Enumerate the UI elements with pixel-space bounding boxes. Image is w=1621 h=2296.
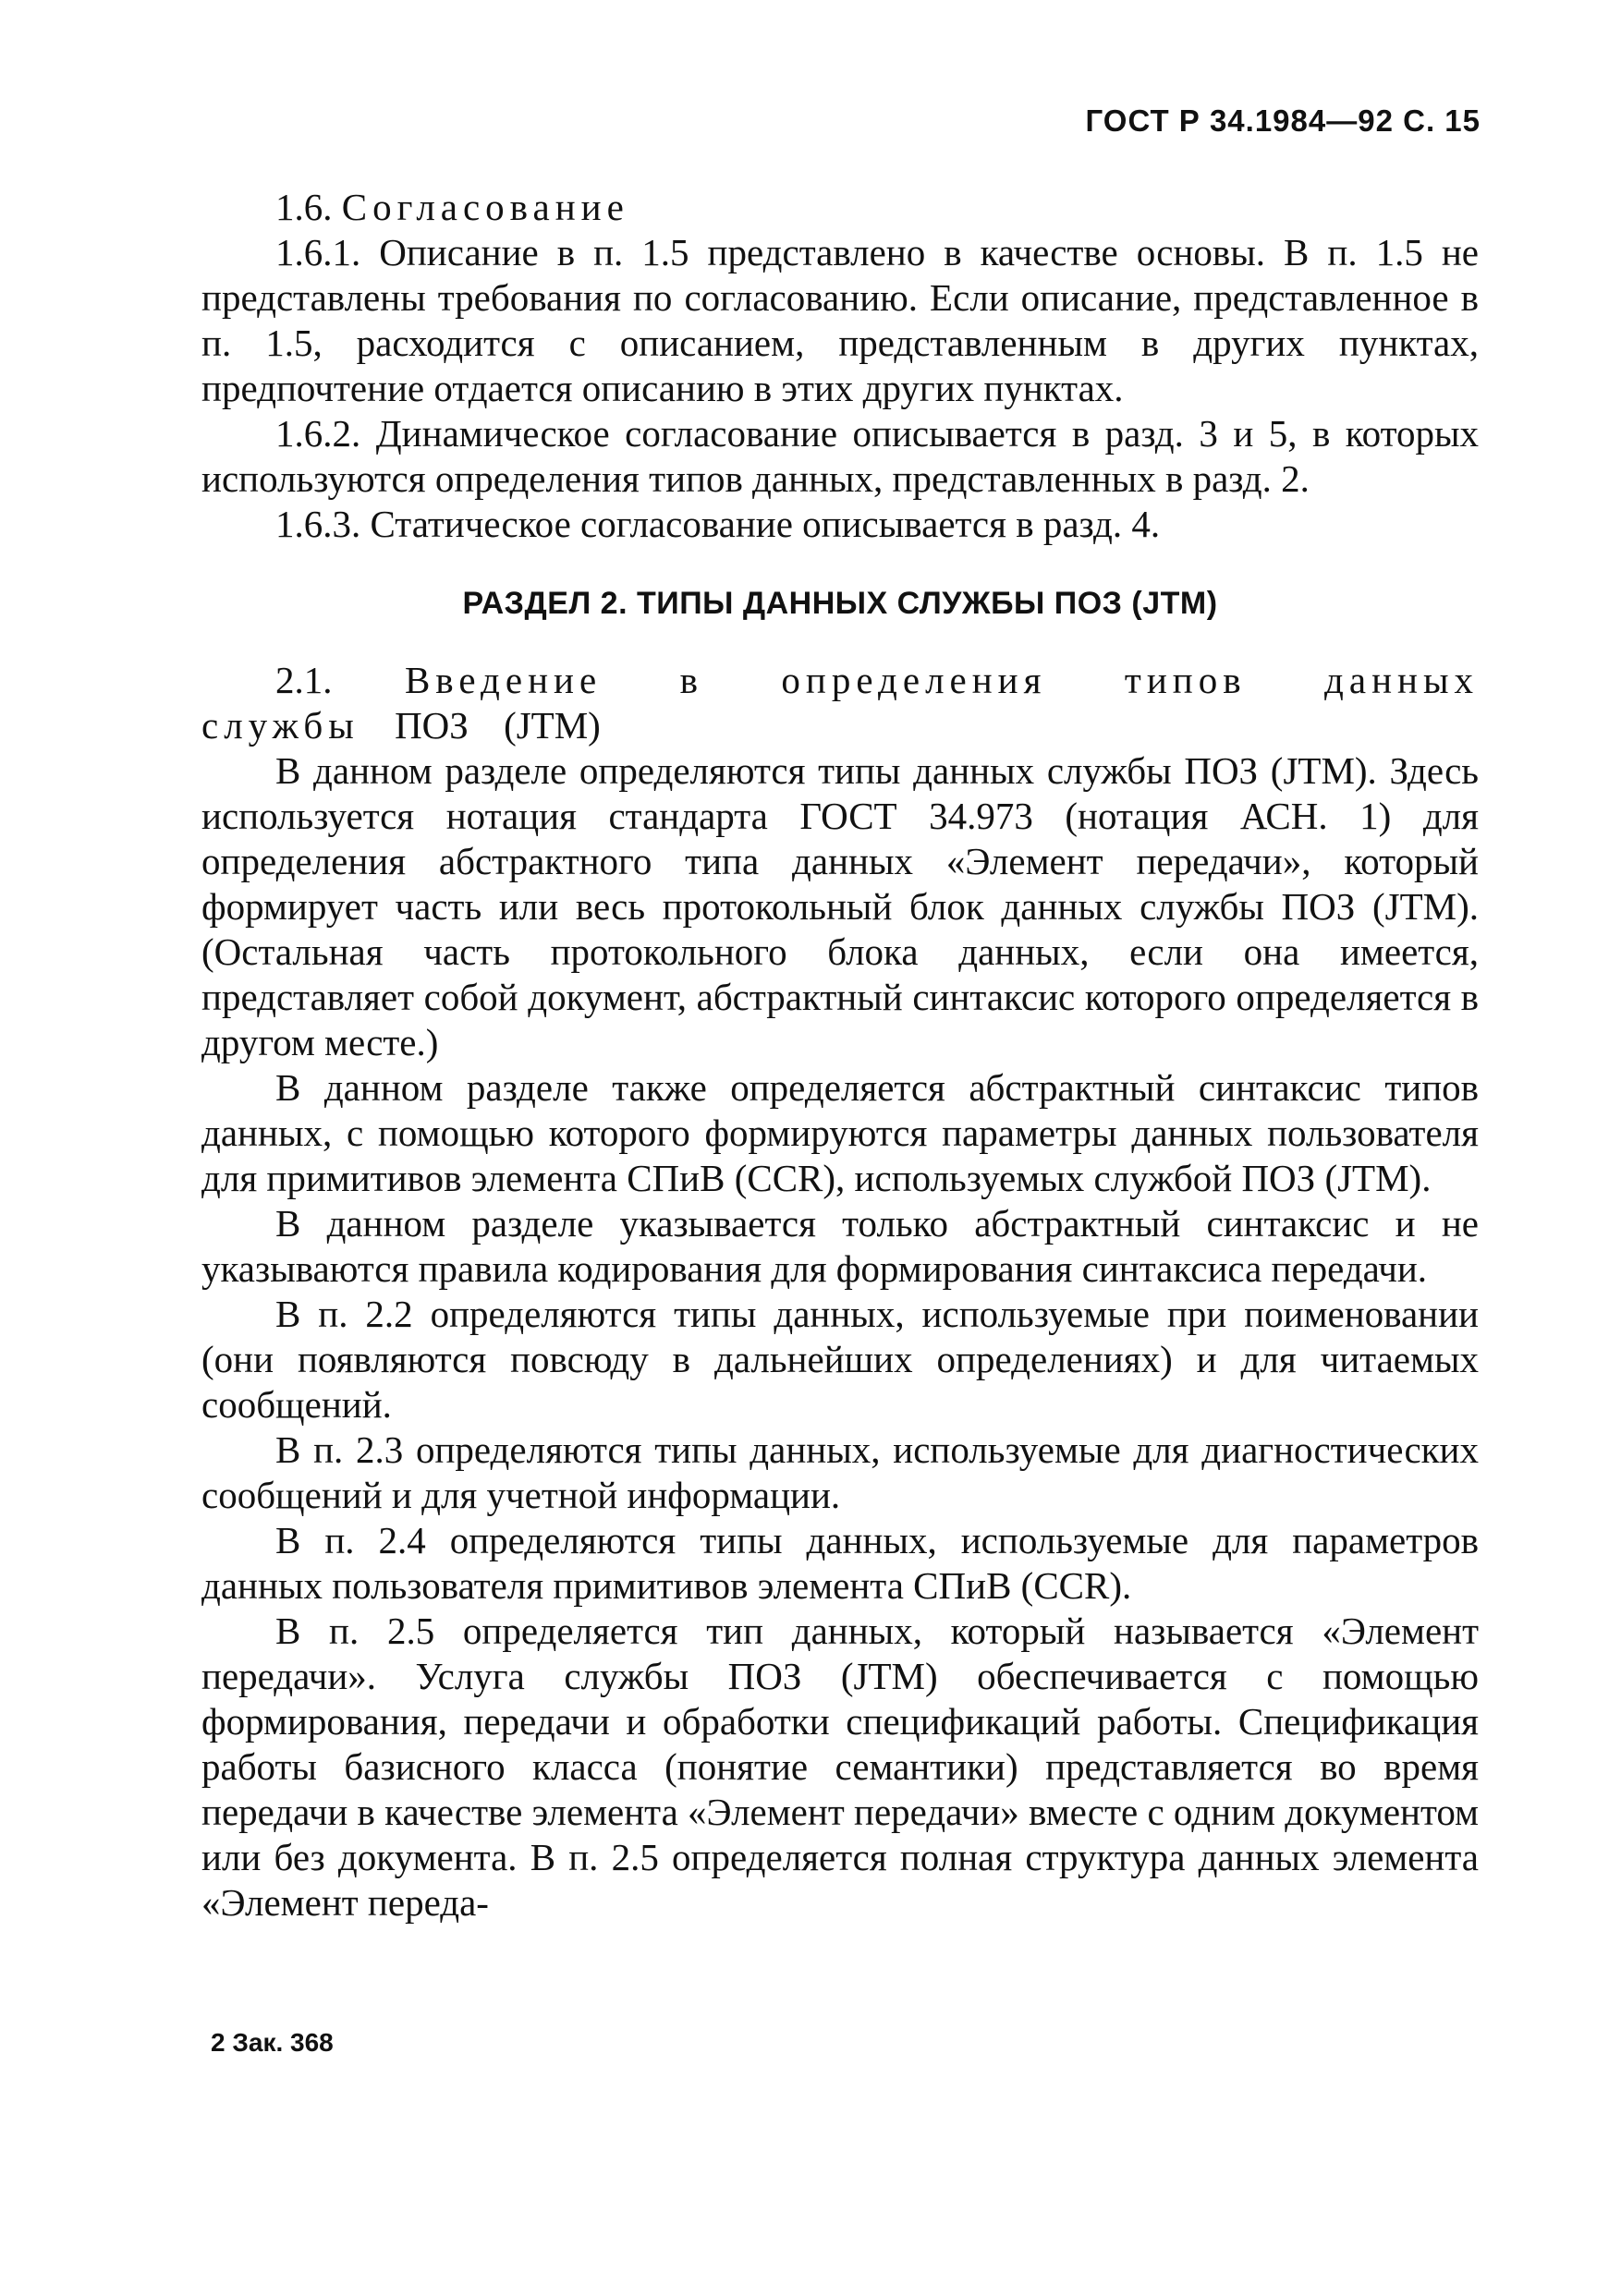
section-heading-2: РАЗДЕЛ 2. ТИПЫ ДАННЫХ СЛУЖБЫ ПОЗ (JTM)	[462, 586, 1218, 621]
paragraph-1-6-1: 1.6.1. Описание в п. 1.5 представлено в качестве основы. В п. 1.5 не представлены требования по согласованию. Если описание, представленное в п. 1.5, расходится с описанием, представленным в других пунктах, предпочтение отдается описанию в этих других пунктах.	[201, 231, 1479, 409]
running-head: ГОСТ Р 34.1984—92 С. 15	[1085, 103, 1481, 138]
subsection-number: 1.6.	[275, 186, 333, 228]
paragraph: В п. 2.2 определяются типы данных, используемые при поименовании (они появляются повсюду в дальнейших определениях) и для читаемых сообщений.	[201, 1293, 1479, 1426]
subsection-number: 2.1.	[275, 659, 333, 701]
paragraph-1-6-3: 1.6.3. Статическое согласование описывается в разд. 4.	[275, 503, 1161, 545]
paragraph: В п. 2.4 определяются типы данных, используемые для параметров данных пользователя примитивов элемента СПиВ (CCR).	[201, 1519, 1479, 1607]
subsection-title-spaced: Введение в определения типов данных службы	[201, 659, 1479, 747]
paragraph: В п. 2.5 определяется тип данных, который называется «Элемент передачи». Услуга службы ПОЗ (JTM) обеспечивается с помощью формирования, передачи и обработки спецификаций работы. Спецификация работы базисного класса (понятие семантики) представляется во время передачи в качестве элемента «Элемент передачи» вместе с одним документом или без документа. В п. 2.5 определяется полная структура данных элемента «Элемент переда-	[201, 1610, 1479, 1924]
paragraph: В п. 2.3 определяются типы данных, используемые для диагностических сообщений и для учетной информации.	[201, 1428, 1479, 1516]
page-body	[201, 185, 1479, 1925]
order-mark: 2 Зак. 368	[211, 2028, 334, 2057]
paragraph-1-6-2: 1.6.2. Динамическое согласование описывается в разд. 3 и 5, в которых используются определения типов данных, представленных в разд. 2.	[201, 412, 1479, 500]
subsection-heading-2-1	[201, 658, 1479, 748]
subsection-title: Согласование	[341, 186, 629, 228]
subsection-heading-1-6	[201, 185, 1479, 230]
paragraph: В данном разделе определяются типы данных службы ПОЗ (JTM). Здесь используется нотация стандарта ГОСТ 34.973 (нотация АСН. 1) для определения абстрактного типа данных «Элемент передачи», который формирует часть или весь протокольный блок данных службы ПОЗ (JTM). (Остальная часть протокольного блока данных, если она имеется, представляет собой документ, абстрактный синтаксис которого определяется в другом месте.)	[201, 749, 1479, 1063]
subsection-title-tail: ПОЗ (JTM)	[395, 704, 601, 747]
paragraph: В данном разделе указывается только абстрактный синтаксис и не указываются правила кодирования для формирования синтаксиса передачи.	[201, 1202, 1479, 1290]
paragraph: В данном разделе также определяется абстрактный синтаксис типов данных, с помощью которого формируются параметры данных пользователя для примитивов элемента СПиВ (CCR), используемых службой ПОЗ (JTM).	[201, 1066, 1479, 1199]
